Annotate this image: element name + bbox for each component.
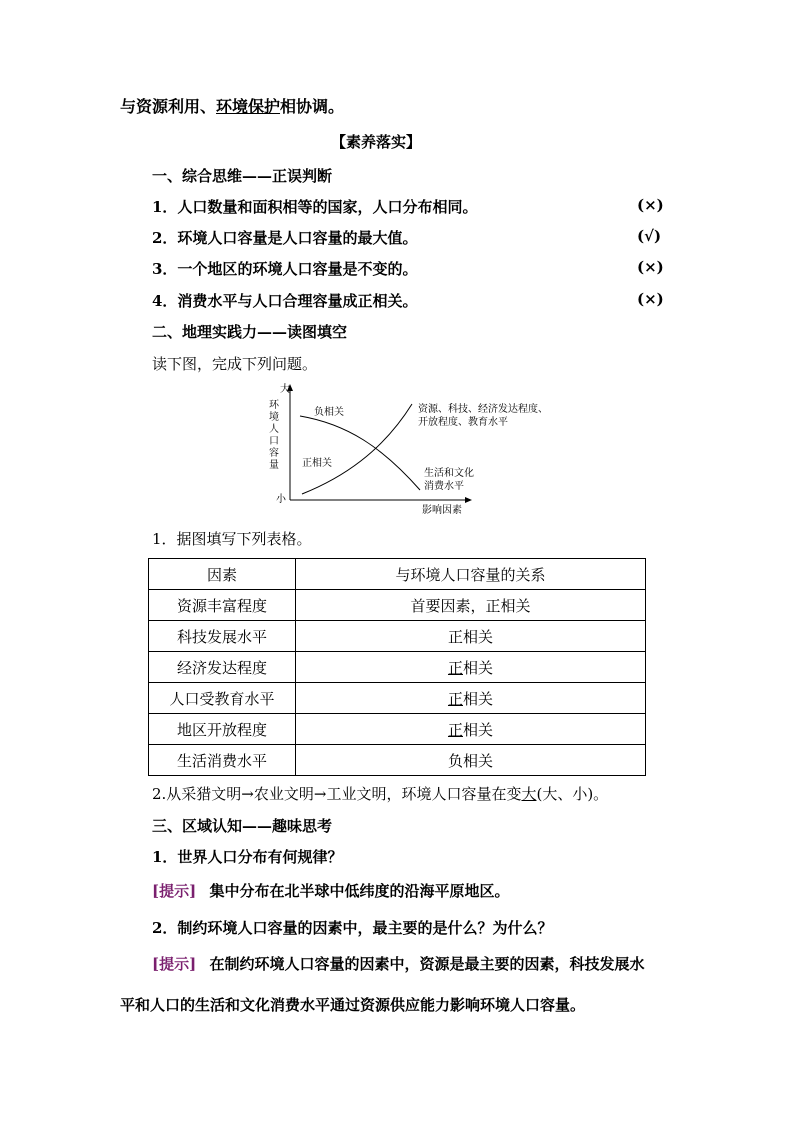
y-label-char-4: 口 bbox=[269, 436, 279, 447]
y-label-char-1: 环 bbox=[269, 400, 279, 411]
table-cell-relation: 首要因素，正相关 bbox=[296, 590, 646, 621]
part2-heading: 二、地理实践力——读图填空 bbox=[152, 323, 348, 341]
part2-instruction: 读下图，完成下列问题。 bbox=[152, 355, 318, 373]
table-header-row bbox=[149, 559, 646, 590]
y-top-label: 大 bbox=[280, 384, 290, 395]
table-cell-relation: 负相关 bbox=[296, 745, 646, 776]
table-header-relation: 与环境人口容量的关系 bbox=[296, 559, 646, 590]
judge-item-3: 3．一个地区的环境人口容量是不变的。 bbox=[152, 260, 418, 278]
judge-item-1: 1．人口数量和面积相等的国家，人口分布相同。 bbox=[152, 198, 478, 216]
answer-2-line1: 在制约环境人口容量的因素中，资源是最主要的因素，科技发展水 bbox=[209, 955, 645, 973]
relation-first-char: 正 bbox=[447, 658, 463, 677]
relation-first-char: 正 bbox=[447, 689, 463, 708]
y-label-char-3: 人 bbox=[269, 424, 279, 435]
table-cell-factor: 科技发展水平 bbox=[149, 621, 296, 652]
answer-1: 集中分布在北半球中低纬度的沿海平原地区。 bbox=[209, 882, 510, 900]
part3-a2-line1 bbox=[152, 953, 644, 974]
hint-tag: [提示] bbox=[152, 955, 197, 973]
q2-pre: 2.从采猎文明→农业文明→工业文明，环境人口容量在变 bbox=[152, 785, 522, 803]
x-axis-arrow bbox=[465, 497, 472, 503]
q2-answer: 大 bbox=[521, 785, 537, 803]
part3-a2-line2: 平和人口的生活和文化消费水平通过资源供应能力影响环境人口容量。 bbox=[120, 996, 586, 1014]
judge-item-2: 2．环境人口容量是人口容量的最大值。 bbox=[152, 229, 418, 247]
table-cell-relation bbox=[296, 683, 646, 714]
table-cell-factor: 资源丰富程度 bbox=[149, 590, 296, 621]
table-row bbox=[149, 745, 646, 776]
relation-first-char: 正 bbox=[447, 720, 463, 739]
q2-post: (大、小)。 bbox=[536, 785, 609, 803]
table-cell-relation bbox=[296, 652, 646, 683]
judge-mark-3: (×) bbox=[637, 258, 664, 276]
section-title: 【素养落实】 bbox=[331, 133, 422, 151]
part2-q2 bbox=[152, 783, 608, 804]
table-cell-factor: 人口受教育水平 bbox=[149, 683, 296, 714]
right-bottom-line1: 生活和文化 bbox=[424, 468, 474, 479]
intro-post: 相协调。 bbox=[280, 97, 345, 116]
judge-mark-4: (×) bbox=[637, 290, 664, 308]
part3-q1: 1．世界人口分布有何规律？ bbox=[152, 848, 343, 866]
table-header-factor: 因素 bbox=[149, 559, 296, 590]
table-cell-relation: 正相关 bbox=[296, 621, 646, 652]
table-cell-factor: 经济发达程度 bbox=[149, 652, 296, 683]
intro-pre: 与资源利用、 bbox=[120, 97, 217, 116]
neg-label: 负相关 bbox=[314, 407, 344, 418]
table-row bbox=[149, 621, 646, 652]
right-bottom-line2: 消费水平 bbox=[424, 481, 464, 492]
hint-tag: [提示] bbox=[152, 882, 197, 900]
table-row bbox=[149, 652, 646, 683]
table-row bbox=[149, 683, 646, 714]
y-label-char-5: 容 bbox=[269, 448, 279, 459]
factor-table bbox=[148, 558, 646, 776]
relation-rest: 相关 bbox=[463, 658, 494, 677]
pos-label: 正相关 bbox=[302, 458, 332, 469]
x-axis-label: 影响因素 bbox=[422, 505, 462, 516]
part2-q1: 1．据图填写下列表格。 bbox=[152, 530, 312, 548]
part3-a1 bbox=[152, 880, 509, 901]
judge-mark-1: (×) bbox=[637, 196, 664, 214]
part3-heading: 三、区域认知——趣味思考 bbox=[152, 817, 333, 835]
y-label-char-6: 量 bbox=[269, 460, 279, 471]
y-label-char-2: 境 bbox=[269, 412, 279, 423]
judge-mark-2: (√) bbox=[637, 227, 662, 245]
relation-rest: 相关 bbox=[463, 689, 494, 708]
table-cell-relation bbox=[296, 714, 646, 745]
table-row bbox=[149, 590, 646, 621]
right-top-line1: 资源、科技、经济发达程度、 bbox=[418, 404, 548, 415]
intro-line bbox=[120, 94, 344, 117]
right-top-line2: 开放程度、教育水平 bbox=[418, 417, 508, 428]
table-cell-factor: 地区开放程度 bbox=[149, 714, 296, 745]
judge-item-4: 4．消费水平与人口合理容量成正相关。 bbox=[152, 292, 418, 310]
relation-figure bbox=[262, 382, 562, 517]
negative-curve bbox=[300, 416, 420, 490]
table-cell-factor: 生活消费水平 bbox=[149, 745, 296, 776]
part1-heading: 一、综合思维——正误判断 bbox=[152, 167, 333, 185]
table-row bbox=[149, 714, 646, 745]
part3-q2: 2．制约环境人口容量的因素中，最主要的是什么？为什么？ bbox=[152, 919, 553, 937]
relation-rest: 相关 bbox=[463, 720, 494, 739]
y-bottom-label: 小 bbox=[276, 494, 286, 505]
intro-underlined: 环境保护 bbox=[216, 97, 281, 116]
